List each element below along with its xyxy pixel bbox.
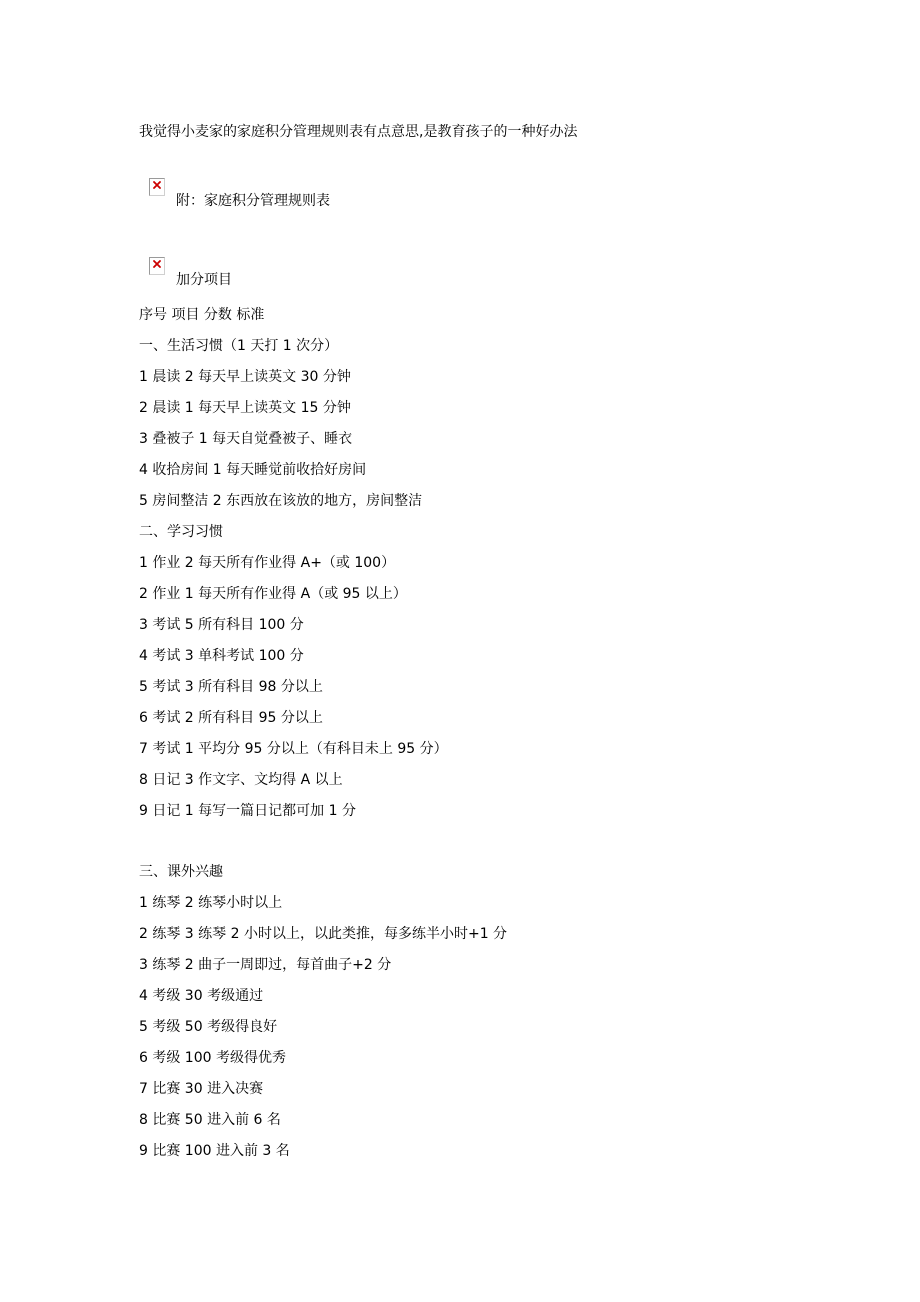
list-item: 4 考级 30 考级通过 bbox=[139, 988, 264, 1004]
list-item: 5 考级 50 考级得良好 bbox=[139, 1019, 278, 1035]
broken-image-icon bbox=[149, 257, 165, 275]
list-item: 5 考试 3 所有科目 98 分以上 bbox=[139, 679, 323, 695]
list-item: 4 收拾房间 1 每天睡觉前收拾好房间 bbox=[139, 462, 367, 478]
list-item: 2 晨读 1 每天早上读英文 15 分钟 bbox=[139, 400, 351, 416]
list-item: 7 考试 1 平均分 95 分以上（有科目未上 95 分） bbox=[139, 741, 448, 757]
list-item: 3 叠被子 1 每天自觉叠被子、睡衣 bbox=[139, 431, 353, 447]
list-item: 7 比赛 30 进入决赛 bbox=[139, 1081, 264, 1097]
list-item: 6 考试 2 所有科目 95 分以上 bbox=[139, 710, 323, 726]
list-item: 1 练琴 2 练琴小时以上 bbox=[139, 895, 283, 911]
list-item: 1 晨读 2 每天早上读英文 30 分钟 bbox=[139, 369, 351, 385]
broken-image-icon bbox=[149, 178, 165, 196]
list-item: 2 作业 1 每天所有作业得 A（或 95 以上） bbox=[139, 586, 407, 602]
group-title: 一、生活习惯（1 天打 1 次分） bbox=[139, 338, 339, 354]
list-item: 9 比赛 100 进入前 3 名 bbox=[139, 1143, 290, 1159]
list-item: 5 房间整洁 2 东西放在该放的地方，房间整洁 bbox=[139, 493, 423, 509]
list-item: 1 作业 2 每天所有作业得 A+（或 100） bbox=[139, 555, 396, 571]
list-item: 6 考级 100 考级得优秀 bbox=[139, 1050, 286, 1066]
x-mark-icon bbox=[153, 181, 161, 189]
group-title: 三、课外兴趣 bbox=[139, 864, 223, 880]
list-item: 9 日记 1 每写一篇日记都可加 1 分 bbox=[139, 803, 356, 819]
list-item: 8 比赛 50 进入前 6 名 bbox=[139, 1112, 281, 1128]
attachment-caption: 附：家庭积分管理规则表 bbox=[176, 193, 330, 209]
table-header-row: 序号 项目 分数 标准 bbox=[139, 307, 265, 323]
list-item: 3 考试 5 所有科目 100 分 bbox=[139, 617, 304, 633]
x-mark-icon bbox=[153, 260, 161, 268]
list-item: 3 练琴 2 曲子一周即过，每首曲子+2 分 bbox=[139, 957, 392, 973]
intro-paragraph: 我觉得小麦家的家庭积分管理规则表有点意思,是教育孩子的一种好办法 bbox=[139, 124, 578, 140]
group-title: 二、学习习惯 bbox=[139, 524, 223, 540]
list-item: 2 练琴 3 练琴 2 小时以上，以此类推，每多练半小时+1 分 bbox=[139, 926, 508, 942]
section-caption: 加分项目 bbox=[176, 272, 232, 288]
list-item: 8 日记 3 作文字、文均得 A 以上 bbox=[139, 772, 343, 788]
list-item: 4 考试 3 单科考试 100 分 bbox=[139, 648, 304, 664]
